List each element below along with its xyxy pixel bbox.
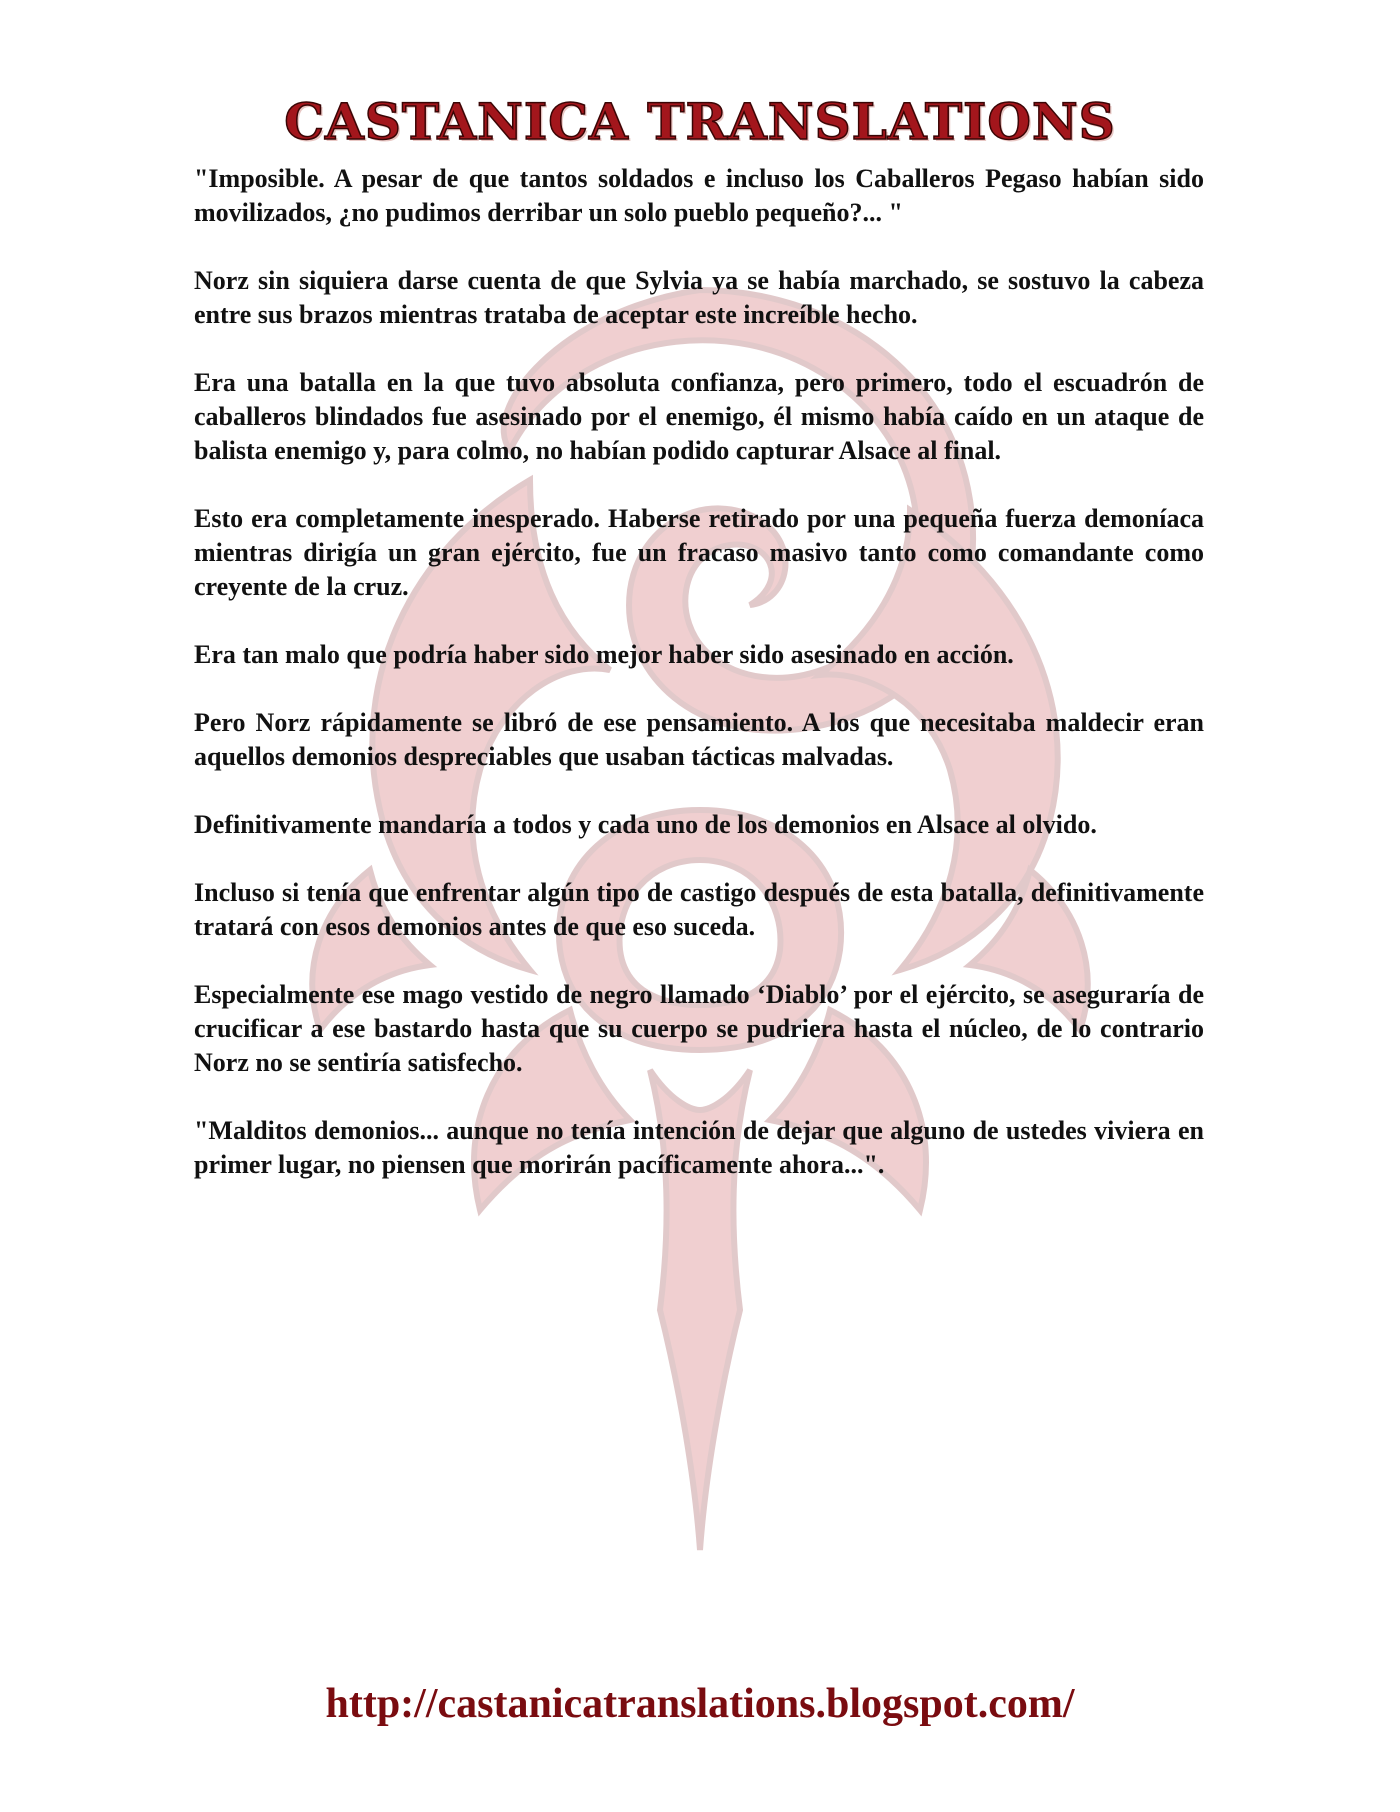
paragraph: Esto era completamente inesperado. Haberse retirado por una pequeña fuerza demoníaca mientras dirigía un gran ejército, fue un fracaso masivo tanto como comandante como creyente de la cruz. xyxy=(194,504,1204,601)
site-url-link[interactable]: http://castanicatranslations.blogspot.com/ xyxy=(325,1681,1075,1727)
paragraph: "Imposible. A pesar de que tantos soldados e incluso los Caballeros Pegaso habían sido movilizados, ¿no pudimos derribar un solo pueblo pequeño?... " xyxy=(194,164,1204,227)
paragraph: Era tan malo que podría haber sido mejor haber sido asesinado en acción. xyxy=(194,640,1014,669)
chapter-text xyxy=(194,162,1204,1216)
paragraph: Especialmente ese mago vestido de negro llamado ‘Diablo’ por el ejército, se aseguraría de crucificar a ese bastardo hasta que su cuerpo se pudriera hasta el núcleo, de lo contrario Norz no se sentiría satisfecho. xyxy=(194,980,1204,1077)
paragraph: "Malditos demonios... aunque no tenía intención de dejar que alguno de ustedes viviera en primer lugar, no piensen que morirán pacíficamente ahora...". xyxy=(194,1116,1204,1179)
paragraph: Definitivamente mandaría a todos y cada uno de los demonios en Alsace al olvido. xyxy=(194,810,1097,839)
paragraph: Norz sin siquiera darse cuenta de que Sylvia ya se había marchado, se sostuvo la cabeza entre sus brazos mientras trataba de aceptar este increíble hecho. xyxy=(194,266,1204,329)
paragraph: Pero Norz rápidamente se libró de ese pensamiento. A los que necesitaba maldecir eran aquellos demonios despreciables que usaban tácticas malvadas. xyxy=(194,708,1204,771)
paragraph: Incluso si tenía que enfrentar algún tipo de castigo después de esta batalla, definitivamente tratará con esos demonios antes de que eso suceda. xyxy=(194,878,1204,941)
site-title: CASTANICA TRANSLATIONS xyxy=(284,92,1116,151)
paragraph: Era una batalla en la que tuvo absoluta confianza, pero primero, todo el escuadrón de caballeros blindados fue asesinado por el enemigo, él mismo había caído en un ataque de balista enemigo y, para colmo, no habían podido capturar Alsace al final. xyxy=(194,368,1204,465)
